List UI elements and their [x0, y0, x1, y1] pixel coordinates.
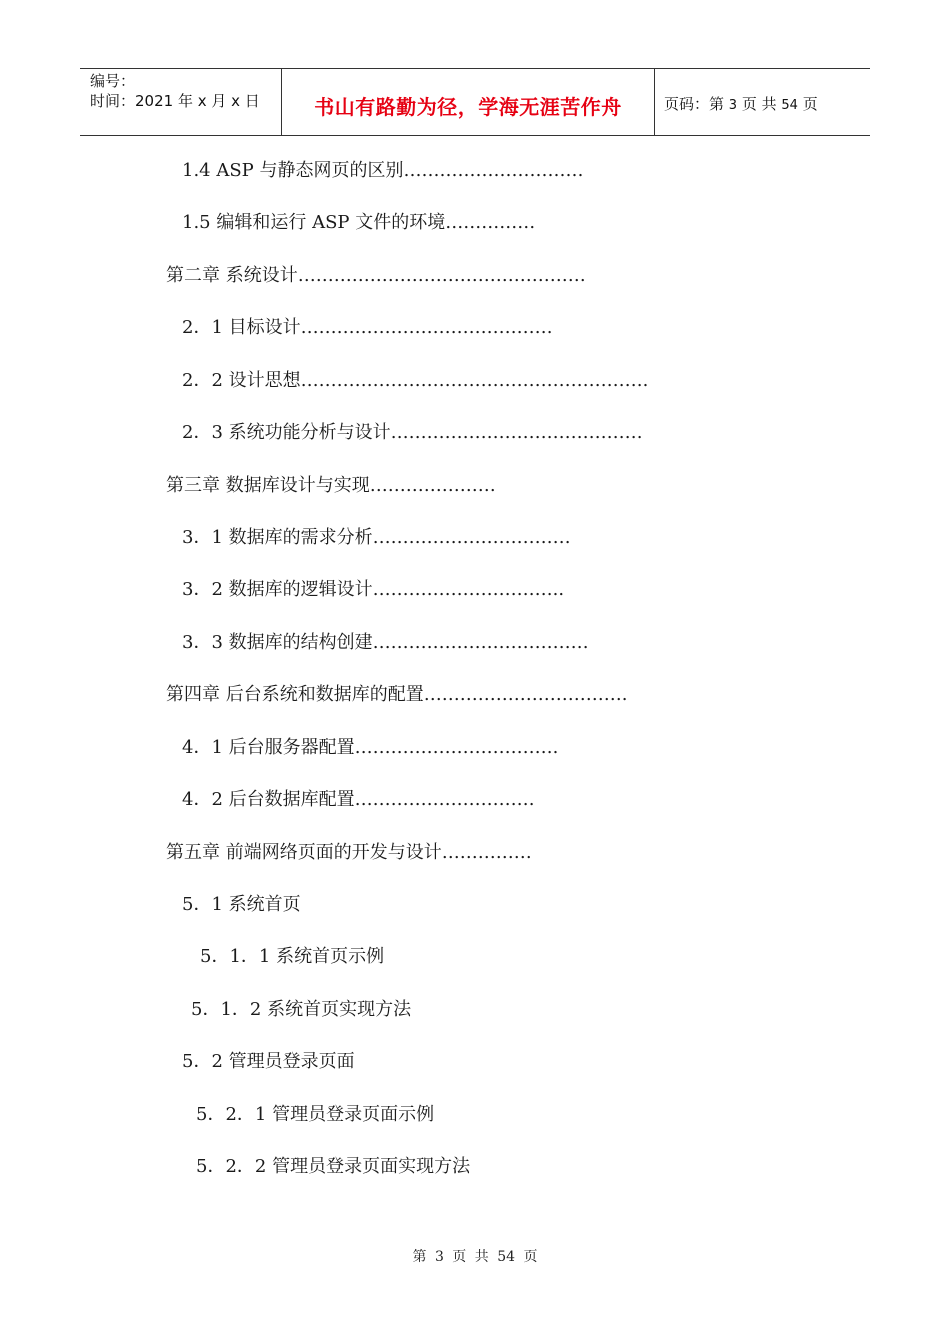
header-divider	[654, 69, 655, 135]
header-page-info	[664, 93, 818, 114]
page-total: 54	[781, 98, 798, 113]
toc-chapter: 第五章 前端网络页面的开发与设计……………	[166, 842, 532, 863]
toc-entry: 2．3 系统功能分析与设计……………………………………	[182, 422, 643, 443]
page-mid: 页 共	[737, 95, 782, 113]
toc-chapter: 第二章 系统设计…………………………………………	[166, 265, 586, 286]
time-label: 时间：2021 年 x 月 x 日	[90, 92, 260, 110]
toc-entry: 2．1 目标设计……………………………………	[182, 317, 553, 338]
toc-entry: 1.4 ASP 与静态网页的区别…………………………	[182, 160, 584, 181]
header-motto: 书山有路勤为径，学海无涯苦作舟	[314, 95, 622, 119]
header-meta	[90, 71, 260, 111]
toc-subentry: 5．2．2 管理员登录页面实现方法	[196, 1156, 471, 1177]
page-header	[80, 68, 870, 136]
toc-entry: 4．1 后台服务器配置…………………………….	[182, 737, 559, 758]
page-suffix: 页	[797, 95, 818, 113]
number-label: 编号：	[90, 72, 136, 90]
toc-entry: 5．1 系统首页	[182, 894, 301, 915]
toc-chapter: 第四章 后台系统和数据库的配置…………………………….	[166, 684, 628, 705]
page-prefix: 页码：第	[664, 95, 729, 113]
toc-entry: 2．2 设计思想………………………………………………….	[182, 370, 649, 391]
toc-subentry: 5．1．1 系统首页示例	[200, 946, 385, 967]
toc-subentry: 5．2．1 管理员登录页面示例	[196, 1104, 435, 1125]
toc-entry: 3．2 数据库的逻辑设计…………………………..	[182, 579, 565, 600]
toc-entry: 3．1 数据库的需求分析……………………………	[182, 527, 571, 548]
toc-chapter: 第三章 数据库设计与实现…………………	[166, 475, 496, 496]
page-footer: 第 3 页 共 54 页	[412, 1249, 538, 1265]
toc-subentry: 5．1．2 系统首页实现方法	[191, 999, 412, 1020]
page-number: 3	[728, 98, 738, 113]
toc-entry: 4．2 后台数据库配置…………………………	[182, 789, 535, 810]
toc-entry: 1.5 编辑和运行 ASP 文件的环境……………	[182, 212, 536, 233]
toc-entry: 5．2 管理员登录页面	[182, 1051, 355, 1072]
toc-entry: 3．3 数据库的结构创建………………………………	[182, 632, 589, 653]
